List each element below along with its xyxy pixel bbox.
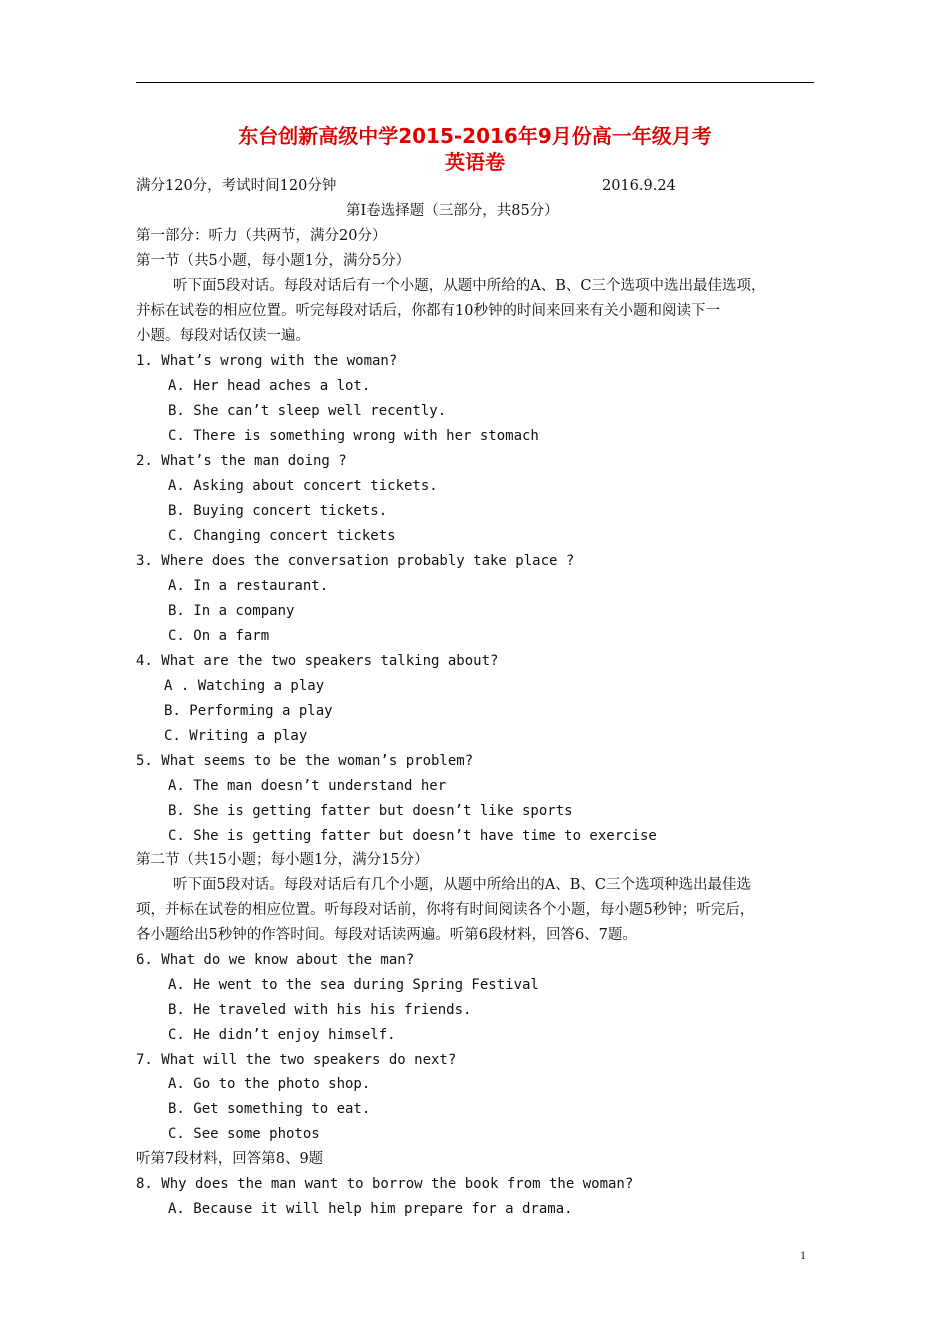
question-option: A . Watching a play — [164, 678, 325, 694]
question-option: C. Writing a play — [164, 728, 308, 744]
question-option: C. He didn’t enjoy himself. — [168, 1027, 396, 1043]
question-option: B. Buying concert tickets. — [168, 503, 388, 519]
section2-instruction-line: 各小题给出5秒钟的作答时间。每段对话读两遍。听第6段材料，回答6、7题。 — [136, 927, 637, 943]
question-option: A. Asking about concert tickets. — [168, 478, 438, 494]
question-option: B. He traveled with his his friends. — [168, 1002, 472, 1018]
question-stem: 8. Why does the man want to borrow the book from the woman? — [136, 1176, 634, 1192]
exam-subtitle: 英语卷 — [445, 150, 505, 174]
question-option: A. Go to the photo shop. — [168, 1076, 371, 1092]
question-option: A. He went to the sea during Spring Festival — [168, 977, 539, 993]
question-option: A. The man doesn’t understand her — [168, 778, 447, 794]
question-stem: 1. What’s wrong with the woman? — [136, 353, 398, 369]
question-option: B. She can’t sleep well recently. — [168, 403, 447, 419]
section1-instruction-line: 并标在试卷的相应位置。听完每段对话后，你都有10秒钟的时间来回来有关小题和阅读下一 — [136, 303, 720, 319]
section1-heading: 第一节（共5小题，每小题1分，满分5分） — [136, 253, 411, 269]
section2-instruction-line: 项，并标在试卷的相应位置。听每段对话前，你将有时间阅读各个小题，每小题5秒钟；听完后， — [136, 902, 755, 918]
section2-heading: 第二节（共15小题；每小题1分，满分15分） — [136, 852, 429, 868]
question-option: B. In a company — [168, 603, 295, 619]
page-number: 1 — [800, 1248, 806, 1262]
part1-heading: 第一部分：听力（共两节，满分20分） — [136, 228, 387, 244]
question-option: A. Her head aches a lot. — [168, 378, 371, 394]
material-note: 听第7段材料，回答第8、9题 — [136, 1151, 324, 1167]
question-stem: 7. What will the two speakers do next? — [136, 1052, 457, 1068]
question-option: C. See some photos — [168, 1126, 320, 1142]
question-option: A. Because it will help him prepare for a drama. — [168, 1201, 573, 1217]
question-option: C. On a farm — [168, 628, 270, 644]
question-stem: 4. What are the two speakers talking about? — [136, 653, 499, 669]
header-rule — [136, 82, 814, 83]
score-time: 满分120分，考试时间120分钟 — [136, 178, 337, 194]
question-option: C. Changing concert tickets — [168, 528, 396, 544]
question-option: C. She is getting fatter but doesn’t have time to exercise — [168, 828, 657, 844]
question-stem: 6. What do we know about the man? — [136, 952, 415, 968]
section2-instruction-line: 听下面5段对话。每段对话后有几个小题，从题中所给出的A、B、C三个选项种选出最佳选 — [173, 877, 751, 893]
question-option: A. In a restaurant. — [168, 578, 329, 594]
section1-instruction-line: 听下面5段对话。每段对话后有一个小题，从题中所给的A、B、C三个选项中选出最佳选项， — [173, 278, 766, 294]
section1-instruction-line: 小题。每段对话仅读一遍。 — [136, 328, 310, 344]
question-option: B. She is getting fatter but doesn’t like sports — [168, 803, 573, 819]
exam-title: 东台创新高级中学2015-2016年9月份高一年级月考 — [238, 124, 712, 148]
question-stem: 3. Where does the conversation probably take place ? — [136, 553, 575, 569]
part-title: 第Ⅰ卷选择题（三部分，共85分） — [346, 203, 559, 219]
question-option: C. There is something wrong with her stomach — [168, 428, 539, 444]
question-stem: 2. What’s the man doing ? — [136, 453, 347, 469]
question-option: B. Get something to eat. — [168, 1101, 371, 1117]
question-option: B. Performing a play — [164, 703, 333, 719]
question-stem: 5. What seems to be the woman’s problem? — [136, 753, 474, 769]
exam-date: 2016.9.24 — [602, 178, 676, 194]
